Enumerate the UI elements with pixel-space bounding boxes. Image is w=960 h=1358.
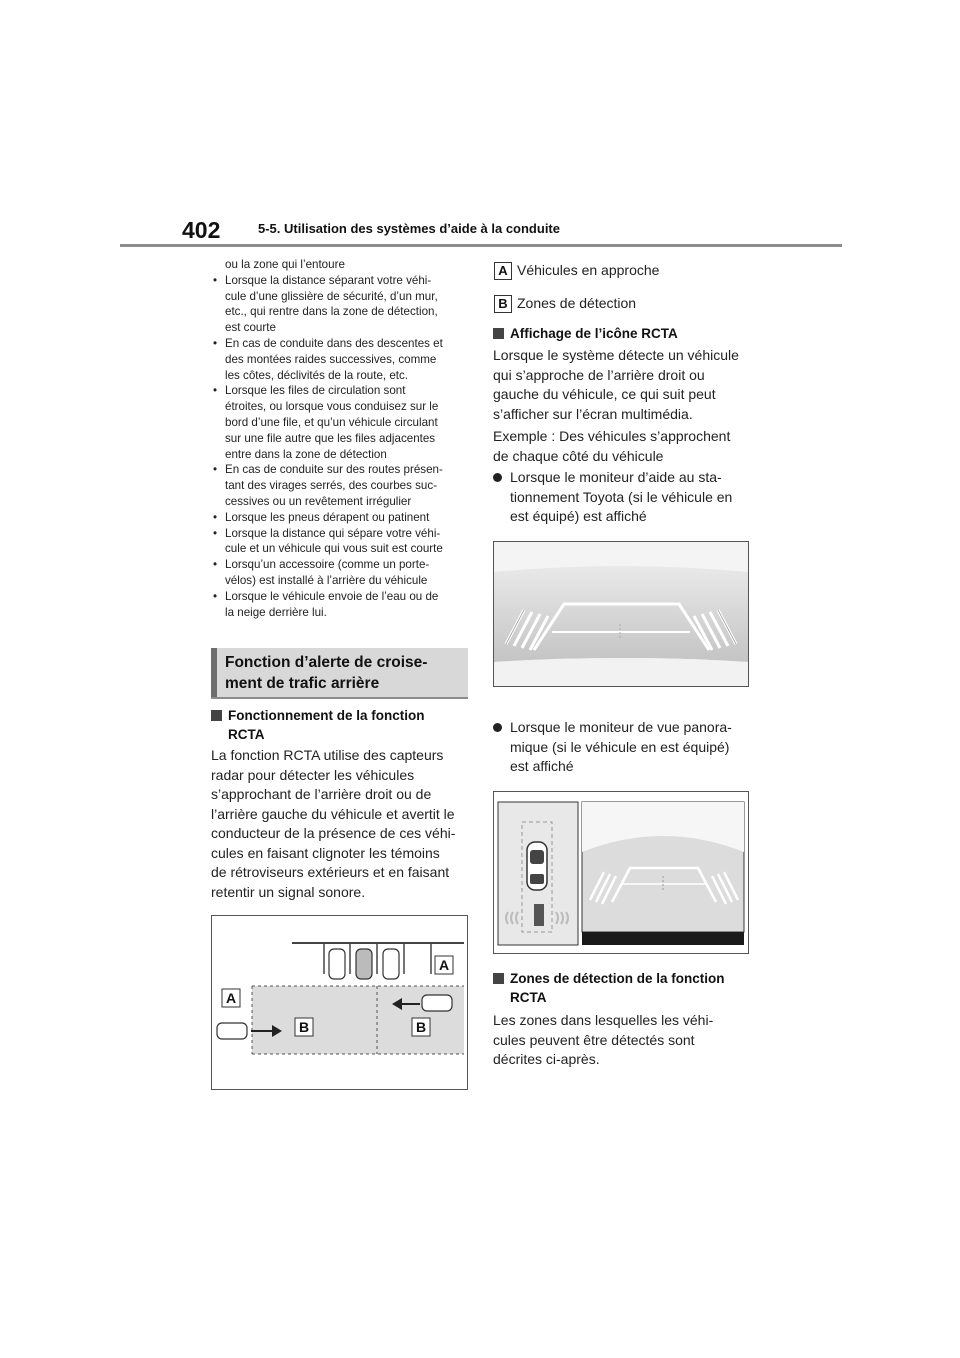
legend-text-a: Véhicules en approche xyxy=(517,262,660,278)
label-badge-a: A xyxy=(494,262,512,280)
list-item: • En cas de conduite sur des routes présen- tant des virages serrés, des courbes suc- cessives ou un revêtement irrégulier xyxy=(213,463,443,508)
item-panoramic-view-monitor: Lorsque le moniteur de vue panora- mique (si le véhicule en est équipé) est affiché xyxy=(493,718,758,777)
panoramic-view-screen xyxy=(493,791,749,954)
list-item: • Lorsque les files de circulation sont étroites, ou lorsque vous conduisez sur le bord d’une file, et qu’un véhicule circulant sur une file autre que les files adjacentes entre dans la zone de détection xyxy=(213,384,439,461)
list-item: • En cas de conduite dans des descentes et des montées raides successives, comme les côtes, déclivités de la route, etc. xyxy=(213,336,443,382)
rcta-description: La fonction RCTA utilise des capteurs radar pour détecter les véhicules s’approchant de l’arrière droit ou de l’arrière gauche du véhicule et avertit le conducteur de la présence de ces véhi- cules en faisant clignoter les témoins de rétroviseurs extérieurs et en faisant retentir un signal sonore. xyxy=(211,747,456,900)
legend-text-b: Zones de détection xyxy=(517,295,637,311)
svg-text:B: B xyxy=(298,1019,310,1035)
list-item: • Lorsque le véhicule envoie de l’eau ou de la neige derrière lui. xyxy=(213,589,439,619)
header-rule xyxy=(120,244,842,247)
subheading-rcta-icon: Affichage de l’icône RCTA xyxy=(493,324,753,343)
section-rule xyxy=(211,697,468,699)
svg-text:A: A xyxy=(438,957,450,973)
list-item: • Lorsque les pneus dérapent ou patinent xyxy=(213,510,430,524)
section-heading: Fonction d’alerte de croise- ment de trafic arrière xyxy=(211,648,468,697)
example-text: Exemple : Des véhicules s’approchent de chaque côté du véhicule xyxy=(493,428,731,464)
square-bullet-icon xyxy=(211,710,222,721)
list-item: • Lorsqu’un accessoire (comme un porte- vélos) est installé à l’arrière du véhicule xyxy=(213,558,430,587)
list-item: • Lorsque la distance séparant votre véhi- cule d’une glissière de sécurité, d’un mur, etc., qui rentre dans la zone de détection, est courte xyxy=(213,273,438,335)
list-continuation: ou la zone qui l’entoure xyxy=(225,258,345,271)
square-bullet-icon xyxy=(493,328,504,339)
bullet-dot-icon xyxy=(493,723,502,732)
detection-zones-text: Les zones dans lesquelles les véhi- cules peuvent être détectés sont décrites ci-après. xyxy=(493,1012,714,1067)
label-badge-b: B xyxy=(494,295,512,313)
caution-list xyxy=(211,257,471,620)
square-bullet-icon xyxy=(493,973,504,984)
section-title: 5-5. Utilisation des systèmes d’aide à la conduite xyxy=(258,221,560,236)
svg-text:B: B xyxy=(415,1019,427,1035)
icon-description: Lorsque le système détecte un véhicule qui s’approche de l’arrière droit ou gauche du véhicule, ce qui suit peut s’afficher sur l’écran multimédia. xyxy=(493,347,739,422)
parking-diagram xyxy=(211,915,468,1090)
subheading-rcta-operation: Fonctionnement de la fonction RCTA xyxy=(211,706,471,744)
page-number: 402 xyxy=(182,217,221,243)
list-item: • Lorsque la distance qui sépare votre véhi- cule et un véhicule qui vous suit est courte xyxy=(213,526,443,556)
item-parking-assist-monitor: Lorsque le moniteur d’aide au sta- tionnement Toyota (si le véhicule en est équipé) est affiché xyxy=(493,468,758,527)
subheading-detection-zones: Zones de détection de la fonction RCTA xyxy=(493,969,758,1007)
bullet-dot-icon xyxy=(493,473,502,482)
rear-camera-screen xyxy=(493,541,749,687)
svg-text:A: A xyxy=(225,990,237,1006)
